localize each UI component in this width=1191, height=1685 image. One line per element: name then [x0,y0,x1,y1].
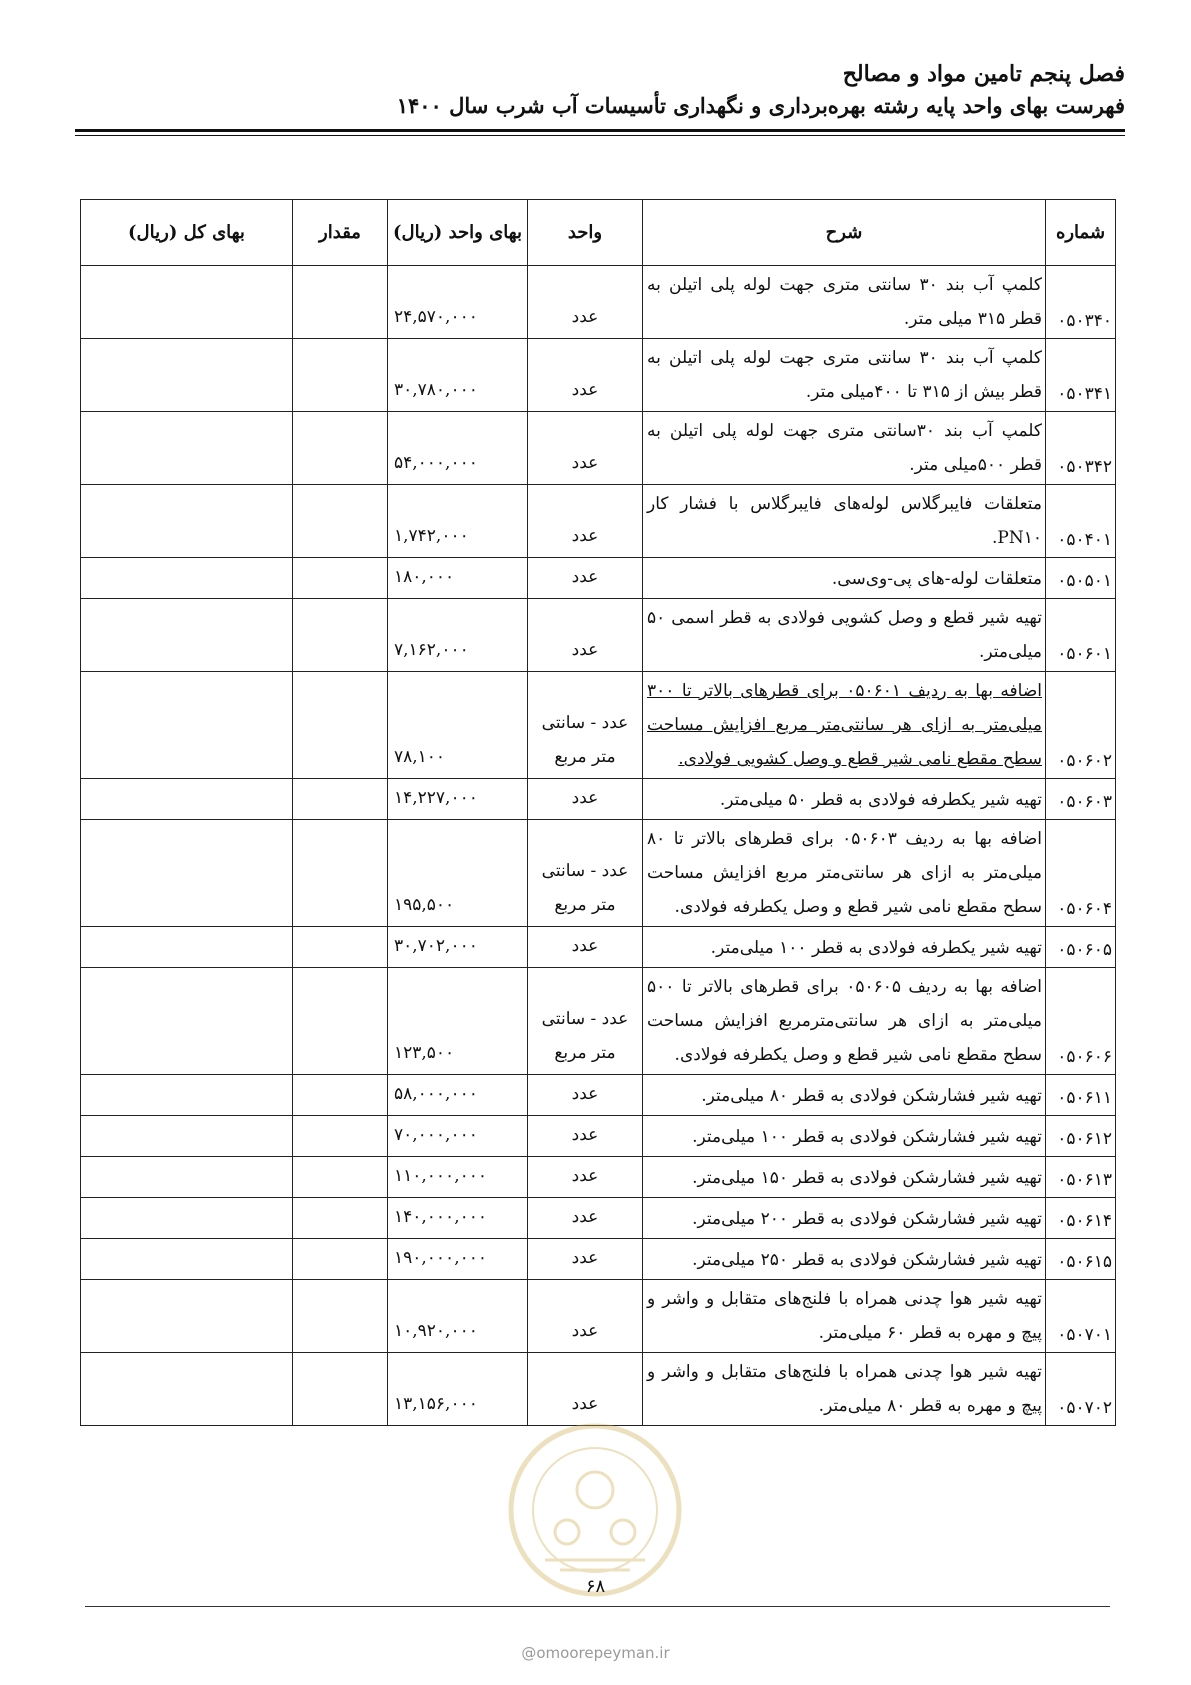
table-body [81,266,1116,1426]
row-code: ۰۵۰۶۰۴ [1046,820,1116,927]
row-unit: عدد [528,1157,643,1198]
row-code: ۰۵۰۶۰۲ [1046,672,1116,779]
row-unit-price: ۱,۷۴۲,۰۰۰ [388,485,528,558]
row-description: تهیه شیر هوا چدنی همراه با فلنج‌های متقابل و واشر و پیچ و مهره به قطر ۸۰ میلی‌متر. [643,1353,1046,1426]
price-list-table [80,199,1116,1426]
row-quantity [293,1239,388,1280]
page-header [75,58,1125,122]
row-quantity [293,339,388,412]
row-unit: عدد [528,1075,643,1116]
row-unit: عدد [528,599,643,672]
table-row [81,672,1116,779]
table-row [81,779,1116,820]
row-total-price [81,1239,293,1280]
row-quantity [293,266,388,339]
row-quantity [293,1353,388,1426]
col-header-desc: شرح [643,200,1046,266]
row-code: ۰۵۰۵۰۱ [1046,558,1116,599]
table-row [81,558,1116,599]
row-unit-price: ۳۰,۷۸۰,۰۰۰ [388,339,528,412]
row-total-price [81,412,293,485]
row-code: ۰۵۰۳۴۰ [1046,266,1116,339]
site-watermark-text: @omoorepeyman.ir [521,1644,670,1662]
row-unit-price: ۵۴,۰۰۰,۰۰۰ [388,412,528,485]
row-total-price [81,266,293,339]
watermark-seal-icon [505,1420,685,1600]
row-quantity [293,599,388,672]
row-code: ۰۵۰۶۱۱ [1046,1075,1116,1116]
row-unit: عدد [528,779,643,820]
row-code: ۰۵۰۶۱۴ [1046,1198,1116,1239]
row-unit-price: ۱۸۰,۰۰۰ [388,558,528,599]
table-row [81,1198,1116,1239]
table-row [81,599,1116,672]
table-row [81,968,1116,1075]
row-description: کلمپ آب بند ۳۰ سانتی متری جهت لوله پلی اتیلن به قطر ۳۱۵ میلی متر. [643,266,1046,339]
row-total-price [81,485,293,558]
row-total-price [81,820,293,927]
table-row [81,412,1116,485]
row-unit: عدد [528,1116,643,1157]
page-number: ۶۸ [585,1576,606,1597]
row-code: ۰۵۰۶۰۱ [1046,599,1116,672]
row-unit: عدد [528,1239,643,1280]
row-description: تهیه شیر یکطرفه فولادی به قطر ۵۰ میلی‌متر. [643,779,1046,820]
row-unit-price: ۱۳,۱۵۶,۰۰۰ [388,1353,528,1426]
row-quantity [293,412,388,485]
row-unit-price: ۷,۱۶۲,۰۰۰ [388,599,528,672]
row-unit-price: ۱۹۵,۵۰۰ [388,820,528,927]
row-unit-price: ۱۰,۹۲۰,۰۰۰ [388,1280,528,1353]
row-quantity [293,1198,388,1239]
row-total-price [81,1198,293,1239]
row-quantity [293,1116,388,1157]
row-unit: عدد [528,266,643,339]
row-description: کلمپ آب بند ۳۰ سانتی متری جهت لوله پلی اتیلن به قطر بیش از ۳۱۵ تا ۴۰۰میلی متر. [643,339,1046,412]
table-row [81,927,1116,968]
row-unit-price: ۱۱۰,۰۰۰,۰۰۰ [388,1157,528,1198]
row-unit-price: ۷۸,۱۰۰ [388,672,528,779]
table-row [81,485,1116,558]
row-total-price [81,339,293,412]
row-unit: عدد [528,485,643,558]
table-row [81,1353,1116,1426]
table-row [81,339,1116,412]
row-total-price [81,1353,293,1426]
table-row [81,266,1116,339]
row-unit: عدد [528,1280,643,1353]
row-description: تهیه شیر فشارشکن فولادی به قطر ۱۰۰ میلی‌متر. [643,1116,1046,1157]
row-code: ۰۵۰۶۱۳ [1046,1157,1116,1198]
header-rule-thick [75,129,1125,132]
row-description: تهیه شیر فشارشکن فولادی به قطر ۸۰ میلی‌متر. [643,1075,1046,1116]
row-code: ۰۵۰۷۰۲ [1046,1353,1116,1426]
row-quantity [293,968,388,1075]
table-header-row [81,200,1116,266]
row-quantity [293,1075,388,1116]
row-total-price [81,558,293,599]
row-unit-price: ۱۹۰,۰۰۰,۰۰۰ [388,1239,528,1280]
row-description: اضافه بها به ردیف ۰۵۰۶۰۱ برای قطرهای بالاتر تا ۳۰۰ میلی‌متر به ازای هر سانتی‌متر مربع افزایش مساحت سطح مقطع نامی شیر قطع و وصل کشویی فولادی. [643,672,1046,779]
row-total-price [81,927,293,968]
table-row [81,1239,1116,1280]
row-unit-price: ۳۰,۷۰۲,۰۰۰ [388,927,528,968]
row-total-price [81,672,293,779]
table-row [81,1280,1116,1353]
row-unit: عدد [528,558,643,599]
header-rule-thin [75,135,1125,136]
col-header-qty: مقدار [293,200,388,266]
row-total-price [81,599,293,672]
row-description: تهیه شیر قطع و وصل کشویی فولادی به قطر اسمی ۵۰ میلی‌متر. [643,599,1046,672]
col-header-code: شماره [1046,200,1116,266]
row-code: ۰۵۰۳۴۱ [1046,339,1116,412]
row-unit-price: ۷۰,۰۰۰,۰۰۰ [388,1116,528,1157]
document-subtitle: فهرست بهای واحد پایه رشته بهره‌برداری و نگهداری تأسیسات آب شرب سال ۱۴۰۰ [396,93,1125,118]
row-quantity [293,927,388,968]
row-quantity [293,672,388,779]
row-quantity [293,779,388,820]
row-unit: عدد - سانتی متر مربع [528,672,643,779]
row-description: متعلقات فایبرگلاس لوله‌های فایبرگلاس با فشار کار PN۱۰. [643,485,1046,558]
row-description: تهیه شیر فشارشکن فولادی به قطر ۱۵۰ میلی‌متر. [643,1157,1046,1198]
row-code: ۰۵۰۶۱۵ [1046,1239,1116,1280]
row-quantity [293,1280,388,1353]
row-description: تهیه شیر فشارشکن فولادی به قطر ۲۵۰ میلی‌متر. [643,1239,1046,1280]
col-header-price: بهای واحد (ریال) [388,200,528,266]
row-unit: عدد [528,339,643,412]
row-description: اضافه بها به ردیف ۰۵۰۶۰۳ برای قطرهای بالاتر تا ۸۰ میلی‌متر به ازای هر سانتی‌متر مربع افزایش مساحت سطح مقطع نامی شیر قطع و وصل یکطرفه فولادی. [643,820,1046,927]
row-code: ۰۵۰۳۴۲ [1046,412,1116,485]
row-total-price [81,968,293,1075]
row-unit-price: ۱۴۰,۰۰۰,۰۰۰ [388,1198,528,1239]
row-code: ۰۵۰۶۱۲ [1046,1116,1116,1157]
row-total-price [81,1116,293,1157]
row-description: اضافه بها به ردیف ۰۵۰۶۰۵ برای قطرهای بالاتر تا ۵۰۰ میلی‌متر به ازای هر سانتی‌مترمربع افزایش مساحت سطح مقطع نامی شیر قطع و وصل یکطرفه فولادی. [643,968,1046,1075]
table-row [81,1116,1116,1157]
row-unit-price: ۱۲۳,۵۰۰ [388,968,528,1075]
table-row [81,820,1116,927]
table-row [81,1075,1116,1116]
row-unit-price: ۱۴,۲۲۷,۰۰۰ [388,779,528,820]
row-quantity [293,1157,388,1198]
row-total-price [81,1075,293,1116]
row-unit: عدد [528,412,643,485]
row-unit: عدد - سانتی متر مربع [528,820,643,927]
chapter-title: فصل پنجم تامین مواد و مصالح [842,61,1125,87]
row-unit: عدد - سانتی متر مربع [528,968,643,1075]
footer-rule [85,1606,1110,1607]
table-row [81,1157,1116,1198]
row-code: ۰۵۰۷۰۱ [1046,1280,1116,1353]
col-header-total: بهای کل (ریال) [81,200,293,266]
row-unit: عدد [528,1198,643,1239]
col-header-unit: واحد [528,200,643,266]
row-description: تهیه شیر یکطرفه فولادی به قطر ۱۰۰ میلی‌متر. [643,927,1046,968]
row-unit-price: ۲۴,۵۷۰,۰۰۰ [388,266,528,339]
row-description: تهیه شیر هوا چدنی همراه با فلنج‌های متقابل و واشر و پیچ و مهره به قطر ۶۰ میلی‌متر. [643,1280,1046,1353]
row-total-price [81,1280,293,1353]
row-total-price [81,779,293,820]
row-code: ۰۵۰۶۰۵ [1046,927,1116,968]
row-description: متعلقات لوله-های پی-وی‌سی. [643,558,1046,599]
row-quantity [293,820,388,927]
row-code: ۰۵۰۶۰۳ [1046,779,1116,820]
row-unit-price: ۵۸,۰۰۰,۰۰۰ [388,1075,528,1116]
row-description: تهیه شیر فشارشکن فولادی به قطر ۲۰۰ میلی‌متر. [643,1198,1046,1239]
row-quantity [293,485,388,558]
row-quantity [293,558,388,599]
row-unit: عدد [528,1353,643,1426]
row-unit: عدد [528,927,643,968]
row-description: کلمپ آب بند ۳۰سانتی متری جهت لوله پلی اتیلن به قطر ۵۰۰میلی متر. [643,412,1046,485]
row-code: ۰۵۰۴۰۱ [1046,485,1116,558]
row-code: ۰۵۰۶۰۶ [1046,968,1116,1075]
row-total-price [81,1157,293,1198]
